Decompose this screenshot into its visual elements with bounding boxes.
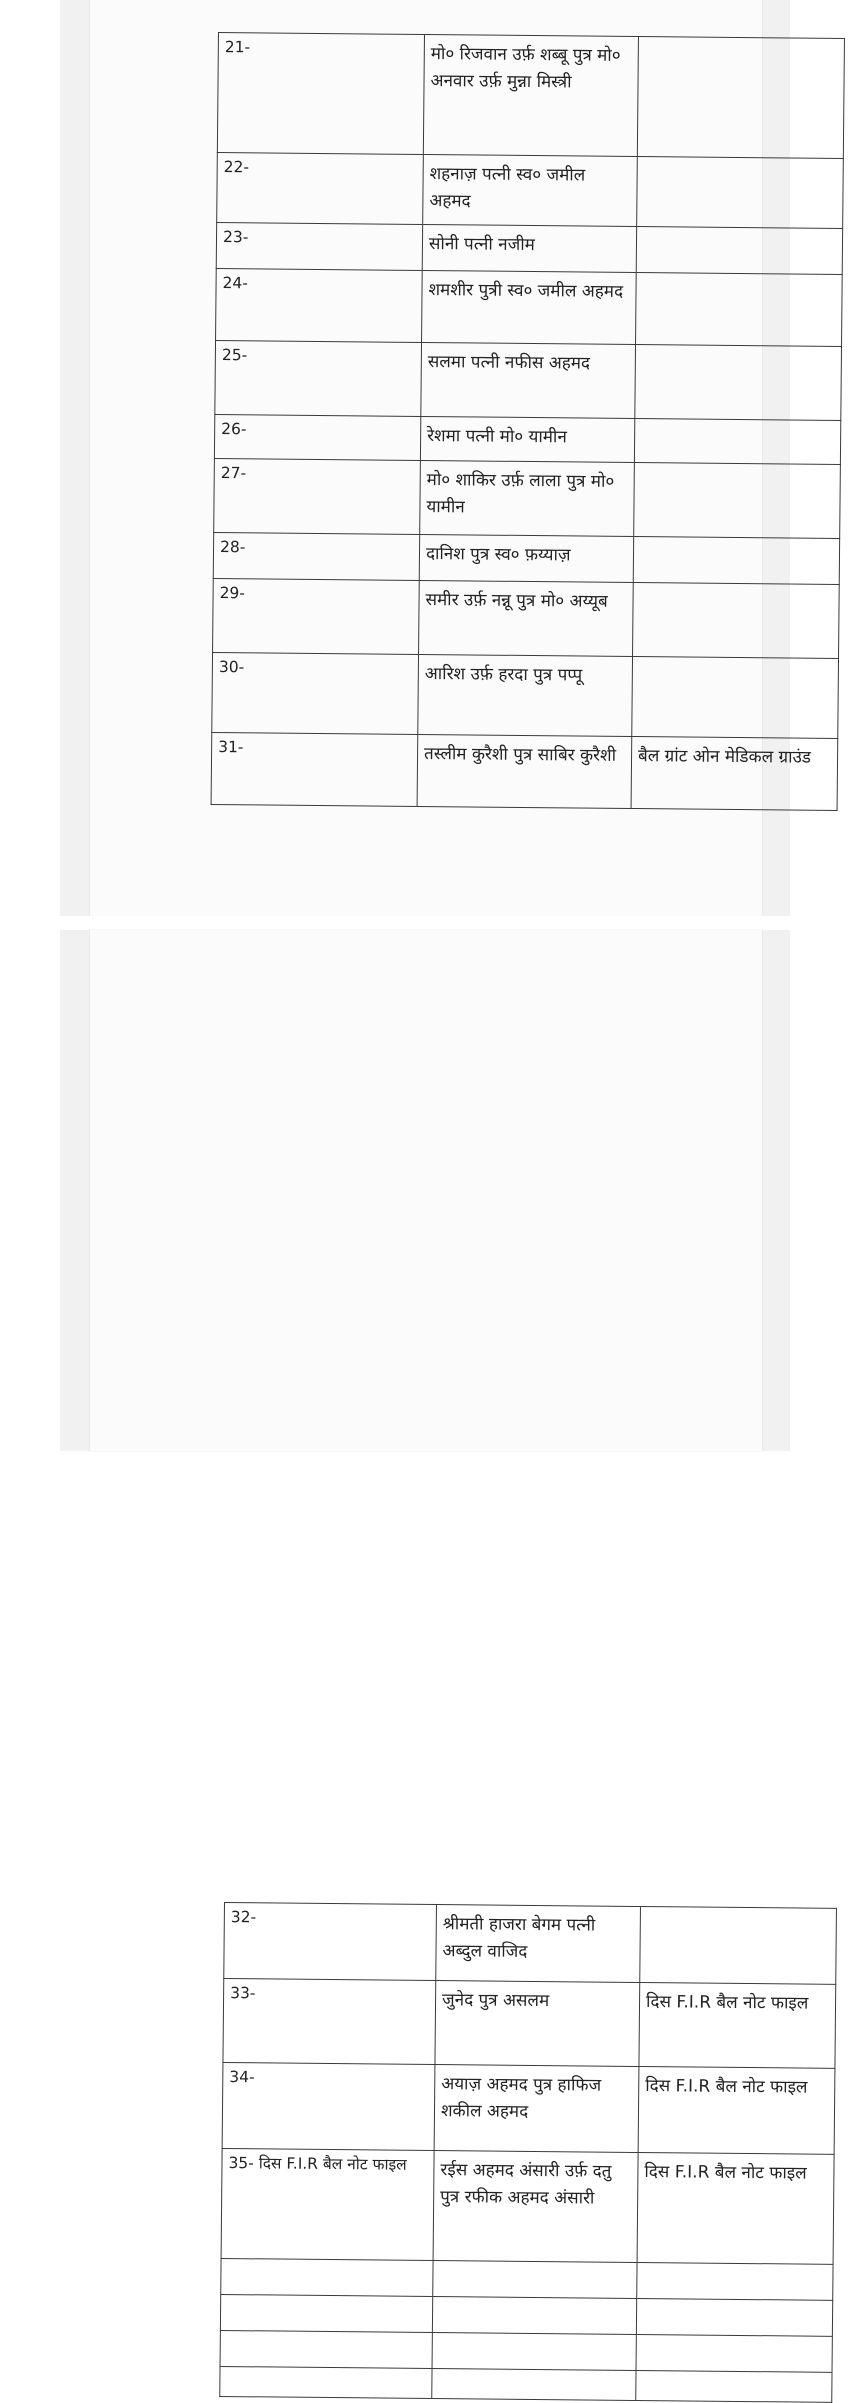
table-row <box>214 414 840 464</box>
table-row <box>213 532 839 584</box>
name-cell: मो० रिजवान उर्फ़ शब्बू पुत्र मो० अनवार उर्फ़ मुन्ना मिस्त्री <box>423 34 638 156</box>
serial-number-cell: 30- <box>212 652 419 734</box>
remark-cell <box>640 1906 837 1984</box>
name-cell: तस्लीम कुरैशी पुत्र साबिर कुरैशी <box>417 734 632 808</box>
serial-number-cell: 35- दिस F.I.R बैल नोट फाइल <box>221 2148 434 2260</box>
remark-cell <box>633 583 840 659</box>
remark-cell <box>636 227 842 275</box>
name-cell: मो० शाकिर उर्फ़ लाला पुत्र मो० यामीन <box>420 460 635 536</box>
serial-number-cell: 33- <box>223 1979 436 2065</box>
name-cell <box>432 2297 636 2335</box>
name-cell: सलमा पत्नी नफीस अहमद <box>421 342 636 418</box>
name-cell: शहनाज़ पत्नी स्व० जमील अहमद <box>423 154 638 226</box>
accused-list-table-top <box>211 32 845 811</box>
name-cell: रईस अहमद अंसारी उर्फ़ दतु पुत्र रफीक अहमद अंसारी <box>433 2151 638 2263</box>
remark-cell <box>636 2370 832 2402</box>
name-cell: जुनेद पुत्र असलम <box>435 1981 640 2067</box>
table-row <box>216 268 843 346</box>
table-row <box>216 222 842 274</box>
name-cell <box>433 2261 637 2299</box>
serial-number-cell: 22- <box>217 152 424 224</box>
table-row <box>217 33 844 159</box>
serial-number-cell: 21- <box>217 33 424 155</box>
table-row <box>214 458 841 538</box>
document-page-bottom <box>90 930 809 2209</box>
table-row <box>221 2148 834 2264</box>
serial-number-cell: 24- <box>216 268 423 342</box>
remark-cell: दिस F.I.R बैल नोट फाइल <box>639 1982 836 2068</box>
table-row <box>220 2366 832 2402</box>
serial-number-cell: 28- <box>213 532 419 580</box>
remark-cell <box>633 537 839 585</box>
remark-cell <box>635 345 842 421</box>
remark-cell <box>634 463 841 539</box>
accused-list-table-bottom <box>219 1902 837 2403</box>
name-cell: सोनी पत्नी नजीम <box>422 224 636 272</box>
document-page-top <box>90 0 812 916</box>
table-row <box>220 2294 832 2336</box>
remark-cell <box>632 657 839 739</box>
remark-cell: दिस F.I.R बैल नोट फाइल <box>637 2152 834 2264</box>
name-cell: शमशीर पुत्री स्व० जमील अहमद <box>422 270 637 344</box>
table-row <box>224 1903 837 1985</box>
serial-number-cell: 26- <box>214 414 420 460</box>
remark-cell <box>636 273 843 347</box>
table-row <box>212 652 839 738</box>
serial-number-cell <box>221 2258 433 2296</box>
serial-number-cell: 34- <box>222 2062 435 2150</box>
remark-cell <box>636 2298 832 2336</box>
remark-cell <box>637 2262 833 2300</box>
serial-number-cell <box>220 2294 432 2332</box>
page-gap <box>0 916 852 930</box>
name-cell: श्रीमती हाजरा बेगम पत्नी अब्दुल वाजिद <box>436 1905 641 1983</box>
serial-number-cell: 25- <box>215 340 422 416</box>
name-cell: अयाज़ अहमद पुत्र हाफिज शकील अहमद <box>434 2065 639 2153</box>
name-cell: समीर उर्फ़ नन्नू पुत्र मो० अय्यूब <box>419 580 634 656</box>
remark-cell <box>636 2334 832 2372</box>
table-row <box>221 2258 833 2300</box>
serial-number-cell: 32- <box>224 1903 437 1981</box>
remark-cell <box>637 157 844 229</box>
name-cell <box>432 2369 636 2401</box>
serial-number-cell: 31- <box>211 732 418 806</box>
left-margin <box>60 0 90 1451</box>
table-row <box>220 2330 832 2372</box>
table-row <box>222 2062 835 2154</box>
table-row <box>211 732 838 810</box>
serial-number-cell <box>220 2366 432 2398</box>
name-cell <box>432 2333 636 2371</box>
table-row <box>217 152 844 228</box>
remark-cell: दिस F.I.R बैल नोट फाइल <box>638 2066 835 2154</box>
name-cell: रेशमा पत्नी मो० यामीन <box>420 416 634 462</box>
table-row <box>223 1979 836 2069</box>
serial-number-cell <box>220 2330 432 2368</box>
serial-number-cell: 27- <box>214 458 421 534</box>
table-row <box>215 340 842 420</box>
name-cell: दानिश पुत्र स्व० फ़य्याज़ <box>419 534 633 582</box>
table-row <box>213 578 840 658</box>
serial-number-cell: 23- <box>216 222 422 270</box>
remark-cell <box>637 37 844 159</box>
remark-cell: बैल ग्रांट ओन मेडिकल ग्राउंड <box>631 737 838 811</box>
name-cell: आरिश उर्फ़ हरदा पुत्र पप्पू <box>418 654 633 736</box>
remark-cell <box>634 419 840 465</box>
serial-number-cell: 29- <box>213 578 420 654</box>
